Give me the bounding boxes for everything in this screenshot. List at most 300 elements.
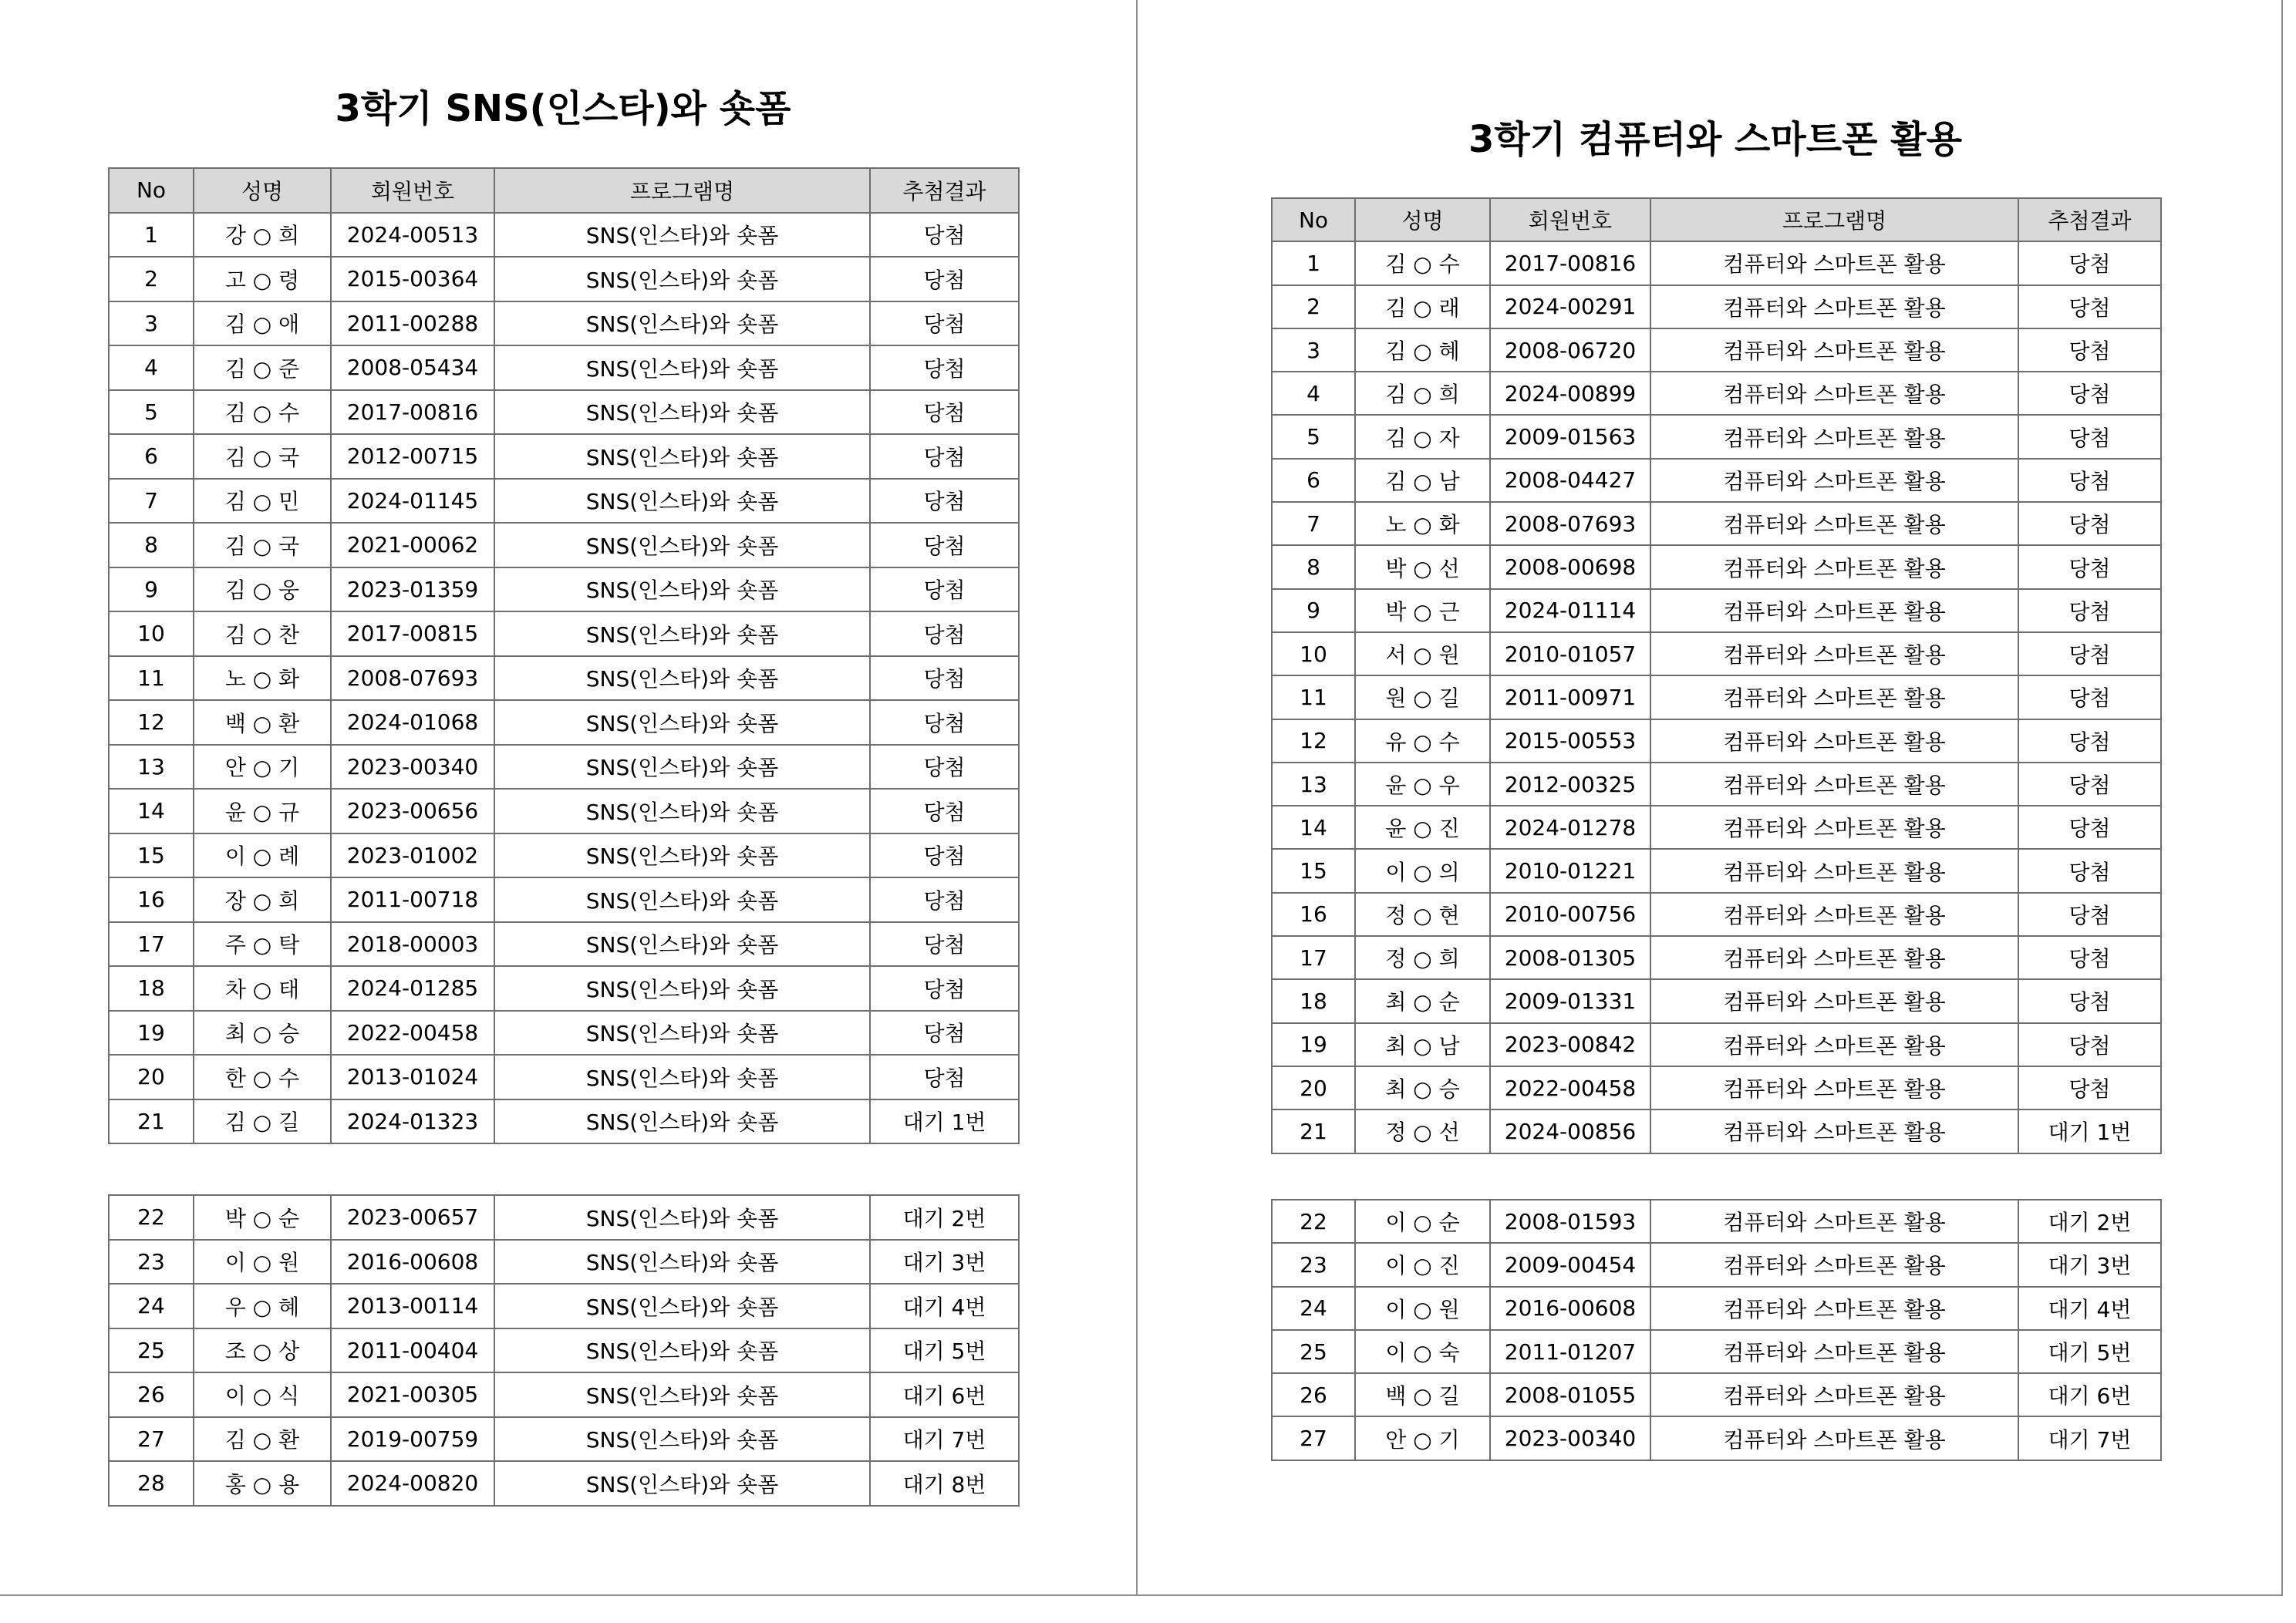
- program-cell: 컴퓨터와 스마트폰 활용: [1650, 632, 2018, 675]
- program-cell: SNS(인스타)와 숏폼: [494, 301, 870, 346]
- result-cell: 당첨: [870, 656, 1019, 701]
- member-id-cell: 2023-00656: [331, 789, 494, 833]
- member-id-cell: 2008-06720: [1490, 328, 1650, 372]
- result-cell: 당첨: [870, 434, 1019, 479]
- table-row: [109, 877, 1019, 922]
- no-cell: 22: [1272, 1200, 1355, 1243]
- table-row: [1272, 675, 2161, 719]
- result-cell: 당첨: [2018, 545, 2161, 588]
- no-cell: 20: [109, 1055, 194, 1099]
- name-cell: 김 ○ 수: [194, 390, 331, 435]
- table-row: [109, 301, 1019, 346]
- result-cell: 당첨: [870, 833, 1019, 878]
- no-cell: 7: [1272, 502, 1355, 545]
- no-cell: 24: [1272, 1287, 1355, 1330]
- table-row: [1272, 1373, 2161, 1416]
- program-cell: SNS(인스타)와 숏폼: [494, 656, 870, 701]
- name-cell: 이 ○ 원: [194, 1240, 331, 1285]
- name-cell: 김 ○ 웅: [194, 567, 331, 612]
- name-cell: 김 ○ 찬: [194, 611, 331, 656]
- program-cell: SNS(인스타)와 숏폼: [494, 1417, 870, 1462]
- name-cell: 안 ○ 기: [194, 745, 331, 790]
- member-id-cell: 2016-00608: [331, 1240, 494, 1285]
- member-id-cell: 2008-01593: [1490, 1200, 1650, 1243]
- result-cell: 대기 7번: [870, 1417, 1019, 1462]
- name-cell: 고 ○ 령: [194, 257, 331, 301]
- program-cell: 컴퓨터와 스마트폰 활용: [1650, 415, 2018, 458]
- page-divider: [1136, 0, 1138, 1596]
- result-cell: 대기 5번: [2018, 1330, 2161, 1373]
- member-id-cell: 2024-00291: [1490, 285, 1650, 328]
- member-id-cell: 2023-00842: [1490, 1023, 1650, 1066]
- member-id-cell: 2023-00657: [331, 1195, 494, 1240]
- result-cell: 당첨: [870, 567, 1019, 612]
- result-cell: 당첨: [2018, 893, 2161, 936]
- no-cell: 8: [1272, 545, 1355, 588]
- column-header: 추첨결과: [870, 168, 1019, 213]
- member-id-cell: 2008-04427: [1490, 459, 1650, 502]
- table-row: [109, 922, 1019, 967]
- table-row: [109, 789, 1019, 833]
- name-cell: 김 ○ 길: [194, 1099, 331, 1144]
- result-cell: 당첨: [870, 390, 1019, 435]
- column-header: No: [109, 168, 194, 213]
- table-row: [109, 257, 1019, 301]
- program-cell: 컴퓨터와 스마트폰 활용: [1650, 1243, 2018, 1286]
- member-id-cell: 2009-01563: [1490, 415, 1650, 458]
- column-header: 회원번호: [1490, 198, 1650, 241]
- table-row: [1272, 1330, 2161, 1373]
- table-row: [1272, 1287, 2161, 1330]
- member-id-cell: 2023-01359: [331, 567, 494, 612]
- program-cell: SNS(인스타)와 숏폼: [494, 745, 870, 790]
- name-cell: 주 ○ 탁: [194, 922, 331, 967]
- member-id-cell: 2017-00815: [331, 611, 494, 656]
- no-cell: 8: [109, 523, 194, 567]
- result-cell: 당첨: [870, 257, 1019, 301]
- name-cell: 우 ○ 혜: [194, 1284, 331, 1328]
- name-cell: 정 ○ 선: [1355, 1109, 1490, 1153]
- table-row: [109, 567, 1019, 612]
- result-cell: 대기 1번: [2018, 1109, 2161, 1153]
- name-cell: 정 ○ 현: [1355, 893, 1490, 936]
- result-cell: 당첨: [2018, 936, 2161, 979]
- program-cell: SNS(인스타)와 숏폼: [494, 523, 870, 567]
- member-id-cell: 2015-00553: [1490, 719, 1650, 763]
- result-cell: 당첨: [870, 922, 1019, 967]
- member-id-cell: 2012-00715: [331, 434, 494, 479]
- name-cell: 한 ○ 수: [194, 1055, 331, 1099]
- no-cell: 23: [109, 1240, 194, 1285]
- result-cell: 당첨: [870, 745, 1019, 790]
- result-cell: 당첨: [870, 345, 1019, 390]
- name-cell: 이 ○ 례: [194, 833, 331, 878]
- table-row: [1272, 1023, 2161, 1066]
- member-id-cell: 2010-01221: [1490, 849, 1650, 892]
- program-cell: SNS(인스타)와 숏폼: [494, 1461, 870, 1506]
- name-cell: 홍 ○ 용: [194, 1461, 331, 1506]
- program-cell: SNS(인스타)와 숏폼: [494, 345, 870, 390]
- name-cell: 백 ○ 환: [194, 700, 331, 745]
- program-cell: SNS(인스타)와 숏폼: [494, 1328, 870, 1373]
- member-id-cell: 2023-00340: [331, 745, 494, 790]
- member-id-cell: 2008-01305: [1490, 936, 1650, 979]
- result-cell: 대기 8번: [870, 1461, 1019, 1506]
- table-row: [1272, 285, 2161, 328]
- name-cell: 김 ○ 국: [194, 523, 331, 567]
- table-row: [1272, 849, 2161, 892]
- result-cell: 당첨: [2018, 415, 2161, 458]
- result-cell: 당첨: [870, 1011, 1019, 1056]
- name-cell: 김 ○ 환: [194, 1417, 331, 1462]
- table-row: [109, 611, 1019, 656]
- table-row: [109, 1417, 1019, 1462]
- member-id-cell: 2024-00820: [331, 1461, 494, 1506]
- page-right-edge: [2281, 0, 2283, 1596]
- program-cell: 컴퓨터와 스마트폰 활용: [1650, 502, 2018, 545]
- name-cell: 이 ○ 원: [1355, 1287, 1490, 1330]
- table-row: [1272, 806, 2161, 849]
- result-cell: 대기 6번: [2018, 1373, 2161, 1416]
- name-cell: 노 ○ 화: [194, 656, 331, 701]
- member-id-cell: 2024-01145: [331, 479, 494, 524]
- result-cell: 대기 4번: [870, 1284, 1019, 1328]
- program-cell: SNS(인스타)와 숏폼: [494, 567, 870, 612]
- member-id-cell: 2013-00114: [331, 1284, 494, 1328]
- member-id-cell: 2013-01024: [331, 1055, 494, 1099]
- result-cell: 당첨: [2018, 632, 2161, 675]
- member-id-cell: 2024-01323: [331, 1099, 494, 1144]
- name-cell: 윤 ○ 우: [1355, 763, 1490, 806]
- column-header: 성명: [194, 168, 331, 213]
- program-cell: SNS(인스타)와 숏폼: [494, 1011, 870, 1056]
- member-id-cell: 2011-00288: [331, 301, 494, 346]
- member-id-cell: 2024-01278: [1490, 806, 1650, 849]
- name-cell: 최 ○ 승: [194, 1011, 331, 1056]
- member-id-cell: 2017-00816: [331, 390, 494, 435]
- result-cell: 당첨: [2018, 763, 2161, 806]
- program-cell: SNS(인스타)와 숏폼: [494, 213, 870, 258]
- no-cell: 9: [109, 567, 194, 612]
- table-row: [1272, 502, 2161, 545]
- member-id-cell: 2008-01055: [1490, 1373, 1650, 1416]
- table-header-row: [109, 168, 1019, 213]
- no-cell: 10: [1272, 632, 1355, 675]
- no-cell: 24: [109, 1284, 194, 1328]
- program-cell: 컴퓨터와 스마트폰 활용: [1650, 589, 2018, 632]
- table-row: [1272, 936, 2161, 979]
- table-row: [109, 1372, 1019, 1417]
- result-cell: 당첨: [870, 700, 1019, 745]
- program-cell: 컴퓨터와 스마트폰 활용: [1650, 328, 2018, 372]
- result-cell: 당첨: [2018, 459, 2161, 502]
- result-cell: 대기 3번: [870, 1240, 1019, 1285]
- result-cell: 당첨: [2018, 1023, 2161, 1066]
- name-cell: 김 ○ 래: [1355, 285, 1490, 328]
- page-bottom-edge: [0, 1594, 2283, 1596]
- name-cell: 정 ○ 희: [1355, 936, 1490, 979]
- member-id-cell: 2008-05434: [331, 345, 494, 390]
- no-cell: 27: [1272, 1416, 1355, 1460]
- result-cell: 당첨: [2018, 849, 2161, 892]
- no-cell: 13: [1272, 763, 1355, 806]
- table-row: [109, 745, 1019, 790]
- program-cell: 컴퓨터와 스마트폰 활용: [1650, 1023, 2018, 1066]
- table-row: [1272, 1066, 2161, 1109]
- member-id-cell: 2024-01068: [331, 700, 494, 745]
- no-cell: 12: [109, 700, 194, 745]
- no-cell: 15: [109, 833, 194, 878]
- result-cell: 당첨: [870, 966, 1019, 1011]
- table-row: [109, 1011, 1019, 1056]
- result-cell: 대기 6번: [870, 1372, 1019, 1417]
- table-row: [109, 1240, 1019, 1285]
- name-cell: 윤 ○ 진: [1355, 806, 1490, 849]
- no-cell: 3: [1272, 328, 1355, 372]
- program-cell: SNS(인스타)와 숏폼: [494, 434, 870, 479]
- name-cell: 김 ○ 남: [1355, 459, 1490, 502]
- name-cell: 이 ○ 진: [1355, 1243, 1490, 1286]
- no-cell: 27: [109, 1417, 194, 1462]
- left-page-title: 3학기 SNS(인스타)와 숏폼: [335, 87, 791, 130]
- program-cell: SNS(인스타)와 숏폼: [494, 1372, 870, 1417]
- no-cell: 5: [109, 390, 194, 435]
- program-cell: SNS(인스타)와 숏폼: [494, 1240, 870, 1285]
- no-cell: 20: [1272, 1066, 1355, 1109]
- name-cell: 김 ○ 희: [1355, 372, 1490, 415]
- no-cell: 10: [109, 611, 194, 656]
- no-cell: 6: [109, 434, 194, 479]
- program-cell: 컴퓨터와 스마트폰 활용: [1650, 849, 2018, 892]
- program-cell: 컴퓨터와 스마트폰 활용: [1650, 979, 2018, 1022]
- name-cell: 김 ○ 수: [1355, 241, 1490, 285]
- name-cell: 이 ○ 순: [1355, 1200, 1490, 1243]
- member-id-cell: 2023-01002: [331, 833, 494, 878]
- member-id-cell: 2024-01285: [331, 966, 494, 1011]
- name-cell: 최 ○ 승: [1355, 1066, 1490, 1109]
- program-cell: SNS(인스타)와 숏폼: [494, 700, 870, 745]
- no-cell: 14: [109, 789, 194, 833]
- result-cell: 당첨: [870, 1055, 1019, 1099]
- program-cell: 컴퓨터와 스마트폰 활용: [1650, 1373, 2018, 1416]
- program-cell: SNS(인스타)와 숏폼: [494, 877, 870, 922]
- program-cell: 컴퓨터와 스마트폰 활용: [1650, 1416, 2018, 1460]
- member-id-cell: 2012-00325: [1490, 763, 1650, 806]
- member-id-cell: 2024-00513: [331, 213, 494, 258]
- name-cell: 이 ○ 숙: [1355, 1330, 1490, 1373]
- table-row: [109, 1284, 1019, 1328]
- name-cell: 박 ○ 순: [194, 1195, 331, 1240]
- member-id-cell: 2011-00971: [1490, 675, 1650, 719]
- member-id-cell: 2009-00454: [1490, 1243, 1650, 1286]
- no-cell: 4: [109, 345, 194, 390]
- no-cell: 6: [1272, 459, 1355, 502]
- program-cell: 컴퓨터와 스마트폰 활용: [1650, 893, 2018, 936]
- result-cell: 대기 5번: [870, 1328, 1019, 1373]
- program-cell: 컴퓨터와 스마트폰 활용: [1650, 1330, 2018, 1373]
- member-id-cell: 2011-00404: [331, 1328, 494, 1373]
- member-id-cell: 2008-00698: [1490, 545, 1650, 588]
- program-cell: SNS(인스타)와 숏폼: [494, 922, 870, 967]
- program-cell: SNS(인스타)와 숏폼: [494, 966, 870, 1011]
- no-cell: 23: [1272, 1243, 1355, 1286]
- member-id-cell: 2009-01331: [1490, 979, 1650, 1022]
- name-cell: 차 ○ 태: [194, 966, 331, 1011]
- no-cell: 17: [1272, 936, 1355, 979]
- program-cell: SNS(인스타)와 숏폼: [494, 1284, 870, 1328]
- name-cell: 조 ○ 상: [194, 1328, 331, 1373]
- member-id-cell: 2023-00340: [1490, 1416, 1650, 1460]
- result-cell: 당첨: [870, 877, 1019, 922]
- name-cell: 백 ○ 길: [1355, 1373, 1490, 1416]
- program-cell: 컴퓨터와 스마트폰 활용: [1650, 285, 2018, 328]
- column-header: 프로그램명: [1650, 198, 2018, 241]
- no-cell: 28: [109, 1461, 194, 1506]
- table-row: [109, 1328, 1019, 1373]
- result-cell: 대기 4번: [2018, 1287, 2161, 1330]
- table-row: [1272, 372, 2161, 415]
- name-cell: 박 ○ 근: [1355, 589, 1490, 632]
- name-cell: 유 ○ 수: [1355, 719, 1490, 763]
- column-header: 성명: [1355, 198, 1490, 241]
- left-roster-table: [108, 167, 1020, 1144]
- result-cell: 당첨: [870, 611, 1019, 656]
- table-row: [1272, 763, 2161, 806]
- no-cell: 11: [1272, 675, 1355, 719]
- program-cell: 컴퓨터와 스마트폰 활용: [1650, 1066, 2018, 1109]
- result-cell: 당첨: [2018, 589, 2161, 632]
- name-cell: 김 ○ 혜: [1355, 328, 1490, 372]
- table-row: [109, 345, 1019, 390]
- program-cell: 컴퓨터와 스마트폰 활용: [1650, 1287, 2018, 1330]
- result-cell: 대기 3번: [2018, 1243, 2161, 1286]
- member-id-cell: 2024-00856: [1490, 1109, 1650, 1153]
- result-cell: 당첨: [2018, 328, 2161, 372]
- program-cell: 컴퓨터와 스마트폰 활용: [1650, 719, 2018, 763]
- result-cell: 당첨: [870, 479, 1019, 524]
- program-cell: SNS(인스타)와 숏폼: [494, 611, 870, 656]
- no-cell: 19: [1272, 1023, 1355, 1066]
- table-row: [109, 656, 1019, 701]
- no-cell: 18: [109, 966, 194, 1011]
- program-cell: 컴퓨터와 스마트폰 활용: [1650, 241, 2018, 285]
- column-header: 추첨결과: [2018, 198, 2161, 241]
- result-cell: 당첨: [2018, 1066, 2161, 1109]
- member-id-cell: 2008-07693: [331, 656, 494, 701]
- table-row: [1272, 1243, 2161, 1286]
- table-row: [1272, 241, 2161, 285]
- program-cell: SNS(인스타)와 숏폼: [494, 1195, 870, 1240]
- no-cell: 7: [109, 479, 194, 524]
- program-cell: SNS(인스타)와 숏폼: [494, 1099, 870, 1144]
- right-page-title: 3학기 컴퓨터와 스마트폰 활용: [1468, 118, 1962, 161]
- no-cell: 14: [1272, 806, 1355, 849]
- program-cell: SNS(인스타)와 숏폼: [494, 257, 870, 301]
- table-row: [1272, 589, 2161, 632]
- result-cell: 대기 2번: [2018, 1200, 2161, 1243]
- table-row: [1272, 415, 2161, 458]
- member-id-cell: 2018-00003: [331, 922, 494, 967]
- result-cell: 당첨: [870, 789, 1019, 833]
- result-cell: 당첨: [2018, 979, 2161, 1022]
- table-row: [1272, 459, 2161, 502]
- table-header-row: [1272, 198, 2161, 241]
- result-cell: 당첨: [2018, 372, 2161, 415]
- member-id-cell: 2021-00062: [331, 523, 494, 567]
- name-cell: 원 ○ 길: [1355, 675, 1490, 719]
- no-cell: 5: [1272, 415, 1355, 458]
- table-row: [1272, 893, 2161, 936]
- member-id-cell: 2016-00608: [1490, 1287, 1650, 1330]
- right-waitlist-table: [1271, 1199, 2162, 1461]
- name-cell: 강 ○ 희: [194, 213, 331, 258]
- name-cell: 안 ○ 기: [1355, 1416, 1490, 1460]
- member-id-cell: 2022-00458: [1490, 1066, 1650, 1109]
- program-cell: SNS(인스타)와 숏폼: [494, 789, 870, 833]
- program-cell: SNS(인스타)와 숏폼: [494, 479, 870, 524]
- program-cell: 컴퓨터와 스마트폰 활용: [1650, 763, 2018, 806]
- program-cell: 컴퓨터와 스마트폰 활용: [1650, 936, 2018, 979]
- program-cell: SNS(인스타)와 숏폼: [494, 833, 870, 878]
- table-row: [1272, 979, 2161, 1022]
- result-cell: 당첨: [2018, 806, 2161, 849]
- table-row: [109, 390, 1019, 435]
- program-cell: 컴퓨터와 스마트폰 활용: [1650, 806, 2018, 849]
- no-cell: 18: [1272, 979, 1355, 1022]
- result-cell: 당첨: [2018, 502, 2161, 545]
- member-id-cell: 2024-01114: [1490, 589, 1650, 632]
- no-cell: 16: [1272, 893, 1355, 936]
- table-row: [1272, 1109, 2161, 1153]
- program-cell: 컴퓨터와 스마트폰 활용: [1650, 459, 2018, 502]
- table-row: [109, 523, 1019, 567]
- no-cell: 1: [1272, 241, 1355, 285]
- name-cell: 최 ○ 남: [1355, 1023, 1490, 1066]
- table-row: [109, 434, 1019, 479]
- no-cell: 17: [109, 922, 194, 967]
- program-cell: SNS(인스타)와 숏폼: [494, 390, 870, 435]
- no-cell: 11: [109, 656, 194, 701]
- member-id-cell: 2010-01057: [1490, 632, 1650, 675]
- name-cell: 이 ○ 의: [1355, 849, 1490, 892]
- program-cell: 컴퓨터와 스마트폰 활용: [1650, 545, 2018, 588]
- result-cell: 당첨: [2018, 675, 2161, 719]
- result-cell: 대기 7번: [2018, 1416, 2161, 1460]
- name-cell: 김 ○ 애: [194, 301, 331, 346]
- no-cell: 4: [1272, 372, 1355, 415]
- table-row: [1272, 328, 2161, 372]
- table-row: [109, 1055, 1019, 1099]
- table-row: [109, 213, 1019, 258]
- no-cell: 26: [1272, 1373, 1355, 1416]
- table-row: [1272, 1200, 2161, 1243]
- name-cell: 최 ○ 순: [1355, 979, 1490, 1022]
- table-row: [1272, 632, 2161, 675]
- no-cell: 16: [109, 877, 194, 922]
- right-roster-table: [1271, 197, 2162, 1154]
- table-row: [109, 966, 1019, 1011]
- member-id-cell: 2010-00756: [1490, 893, 1650, 936]
- no-cell: 3: [109, 301, 194, 346]
- table-row: [1272, 719, 2161, 763]
- name-cell: 김 ○ 민: [194, 479, 331, 524]
- name-cell: 김 ○ 준: [194, 345, 331, 390]
- name-cell: 김 ○ 국: [194, 434, 331, 479]
- no-cell: 12: [1272, 719, 1355, 763]
- no-cell: 26: [109, 1372, 194, 1417]
- result-cell: 대기 1번: [870, 1099, 1019, 1144]
- name-cell: 윤 ○ 규: [194, 789, 331, 833]
